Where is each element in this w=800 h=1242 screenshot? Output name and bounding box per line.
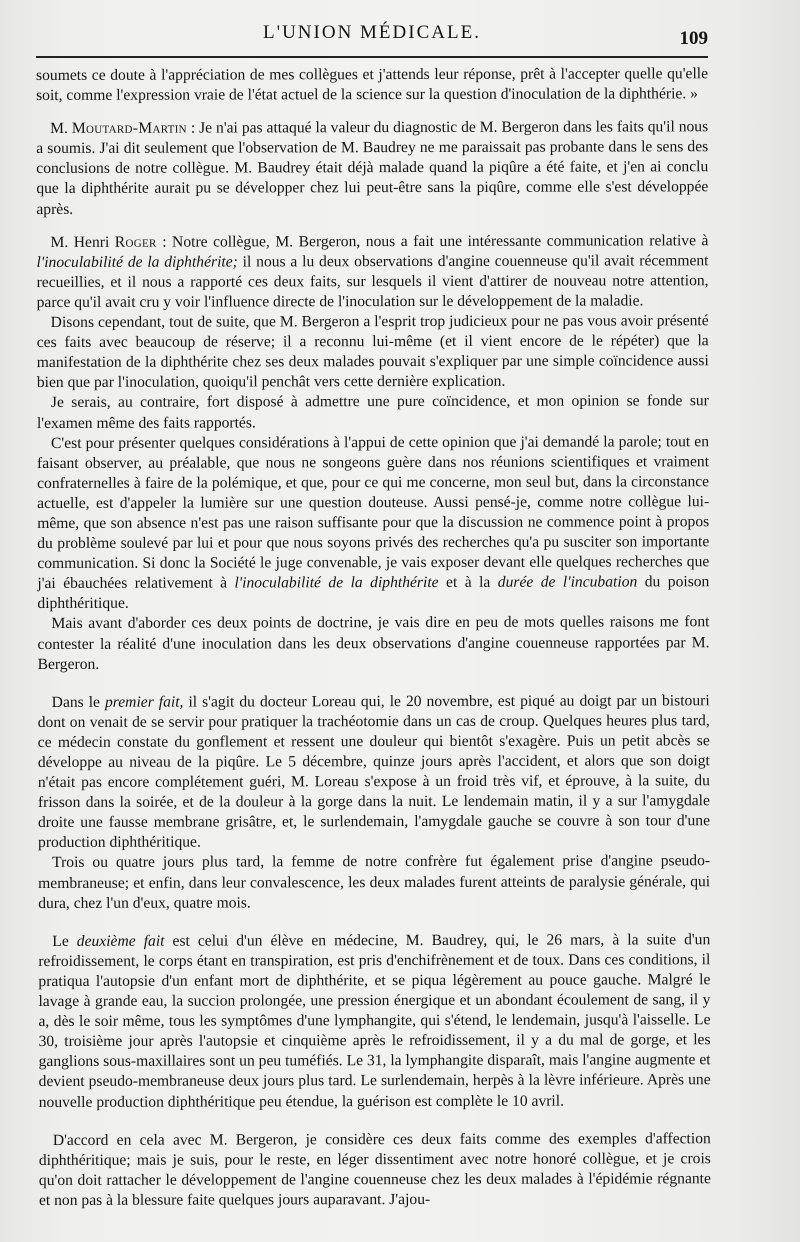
running-header xyxy=(36,20,708,50)
paragraph-7: Mais avant d'aborder ces deux points de doctrine, je vais dire en peu de mots quelles raisons me font contester la réalité d'une inoculation dans les deux observations d'angine couenneuse rapportées par M. Bergeron. xyxy=(37,613,710,673)
paragraph-6: C'est pour présenter quelques considérations à l'appui de cette opinion que j'ai demandé la parole; tout en faisant observer, au préalable, que nous ne songeons guère dans nos réunions scientifiques et vraiment confraternelles à faire de la polémique, et que, pour ce qui me concerne, mon seul but, dans la circonstance actuelle, est d'appeler la lumière sur une question douteuse. Aussi pensé-je, comme notre collègue lui-même, que son absence n'est pas une raison suffisante pour que la discussion ne commence point à propos du problème soulevé par lui et pour que nous soyons privés des recherches qu'a pu susciter son importante communication. Si donc la Société le juge convenable, je vais exposer devant elle quelques recherches que j'ai ébauchées relativement à l'inoculabilité de la diphthérite et à la durée de l'incubation du poison diphthéritique. xyxy=(37,432,710,613)
paragraph-3: M. Henri Roger : Notre collègue, M. Bergeron, nous a fait une intéressante communication relative à l'inoculabilité de la diphthérite; il nous a lu deux observations d'angine couenneuse qu'il avait récemment recueillies, et il nous a rapporté ces deux faits, sur lesquels il vient d'attirer de nouveau notre attention, parce qu'il avait cru y voir l'influence directe de l'inoculation sur le développement de la maladie. xyxy=(36,231,709,311)
speaker-name: Roger xyxy=(114,233,157,251)
paragraph-11: D'accord en cela avec M. Bergeron, je considère ces deux faits comme des exemples d'affection diphthéritique; mais je suis, pour le reste, en léger dissentiment avec notre honoré collègue, et je crois qu'on doit rattacher le développement de l'angine couenneuse chez les deux malades à l'épidémie régnante et non pas à la blessure faite quelques jours auparavant. J'ajou- xyxy=(38,1129,711,1209)
paragraph-9: Trois ou quatre jours plus tard, la femme de notre confrère fut également prise d'angine pseudo-membraneuse; et enfin, dans leur convalescence, les deux malades furent atteints de paralysie générale, qui dura, chez l'un d'eux, quatre mois. xyxy=(38,852,711,912)
header-rule xyxy=(36,56,708,58)
paragraph-10: Le deuxième fait est celui d'un élève en médecine, M. Baudrey, qui, le 26 mars, à la suite d'un refroidissement, le corps étant en transpiration, est pris d'enchifrènement et de toux. Dans ces conditions, il pratiqua l'autopsie d'un enfant mort de diphthérite, et se piqua légèrement au pouce gauche. Malgré le lavage à grande eau, la succion prolongée, une pression énergique et un abondant écoulement de sang, il y a, dès le soir même, tous les symptômes d'une lymphangite, qui s'étend, le lendemain, jusqu'à l'aisselle. Le 30, troisième jour après l'autopsie et cinquième après le refroidissement, il y a du mal de gorge, et les ganglions sous-maxillaires sont un peu tuméfiés. Le 31, la lymphangite disparaît, mais l'angine augmente et devient pseudo-membraneuse deux jours plus tard. Le surlendemain, herpès à la lèvre inférieure. Après une nouvelle production diphthéritique peu étendue, la guérison est complète le 10 avril. xyxy=(38,930,711,1111)
paragraph-4: Disons cependant, tout de suite, que M. Bergeron a l'esprit trop judicieux pour ne pas vous avoir présenté ces faits avec beaucoup de réserve; il a reconnu lui-même (et il vient encore de le répéter) que la manifestation de la diphthérite chez ses deux malades pouvait s'expliquer par une simple coïncidence aussi bien que par l'inoculation, quoiqu'il penchât vers cette dernière explication. xyxy=(36,312,709,392)
article-body xyxy=(36,64,711,1211)
paragraph-8: Dans le premier fait, il s'agit du docteur Loreau qui, le 20 novembre, est piqué au doigt par un bistouri dont on venait de se servir pour pratiquer la trachéotomie dans un cas de croup. Quelques heures plus tard, ce médecin constate du gonflement et ressent une douleur qui bientôt s'exagère. Puis un petit abcès se développe au niveau de la piqûre. Le 5 décembre, quinze jours après l'accident, et alors que son doigt n'était pas encore complétement guéri, M. Loreau s'expose à un froid très vif, et éprouve, à la suite, du frisson dans la soirée, et de la douleur à la gorge dans la nuit. Le lendemain matin, il y a sur l'amygdale droite une fausse membrane grisâtre, et, le surlendemain, l'amygdale gauche se couvre à son tour d'une production diphthéritique. xyxy=(37,691,711,852)
paragraph-2: M. Moutard-Martin : Je n'ai pas attaqué la valeur du diagnostic de M. Bergeron dans les faits qu'il nous a soumis. J'ai dit seulement que l'observation de M. Baudrey ne me paraissait pas probante dans le sens des conclusions de notre collègue. M. Baudrey était déjà malade quand la piqûre a été faite, et j'en ai conclu que la diphthérite aurait pu se développer chez lui peut-être sans la piqûre, comme elle s'est développée après. xyxy=(36,118,709,218)
speaker-name: Moutard-Martin xyxy=(71,119,187,138)
paragraph-5: Je serais, au contraire, fort disposé à admettre une pure coïncidence, et mon opinion se fonde sur l'examen même des faits rapportés. xyxy=(36,392,709,432)
journal-title: L'UNION MÉDICALE. xyxy=(263,22,481,43)
page-number: 109 xyxy=(679,28,708,49)
paragraph-1: soumets ce doute à l'appréciation de mes collègues et j'attends leur réponse, prêt à l'accepter quelle qu'elle soit, comme l'expression vraie de l'état actuel de la science sur la question d'inoculation de la diphthérie. » xyxy=(36,65,709,105)
